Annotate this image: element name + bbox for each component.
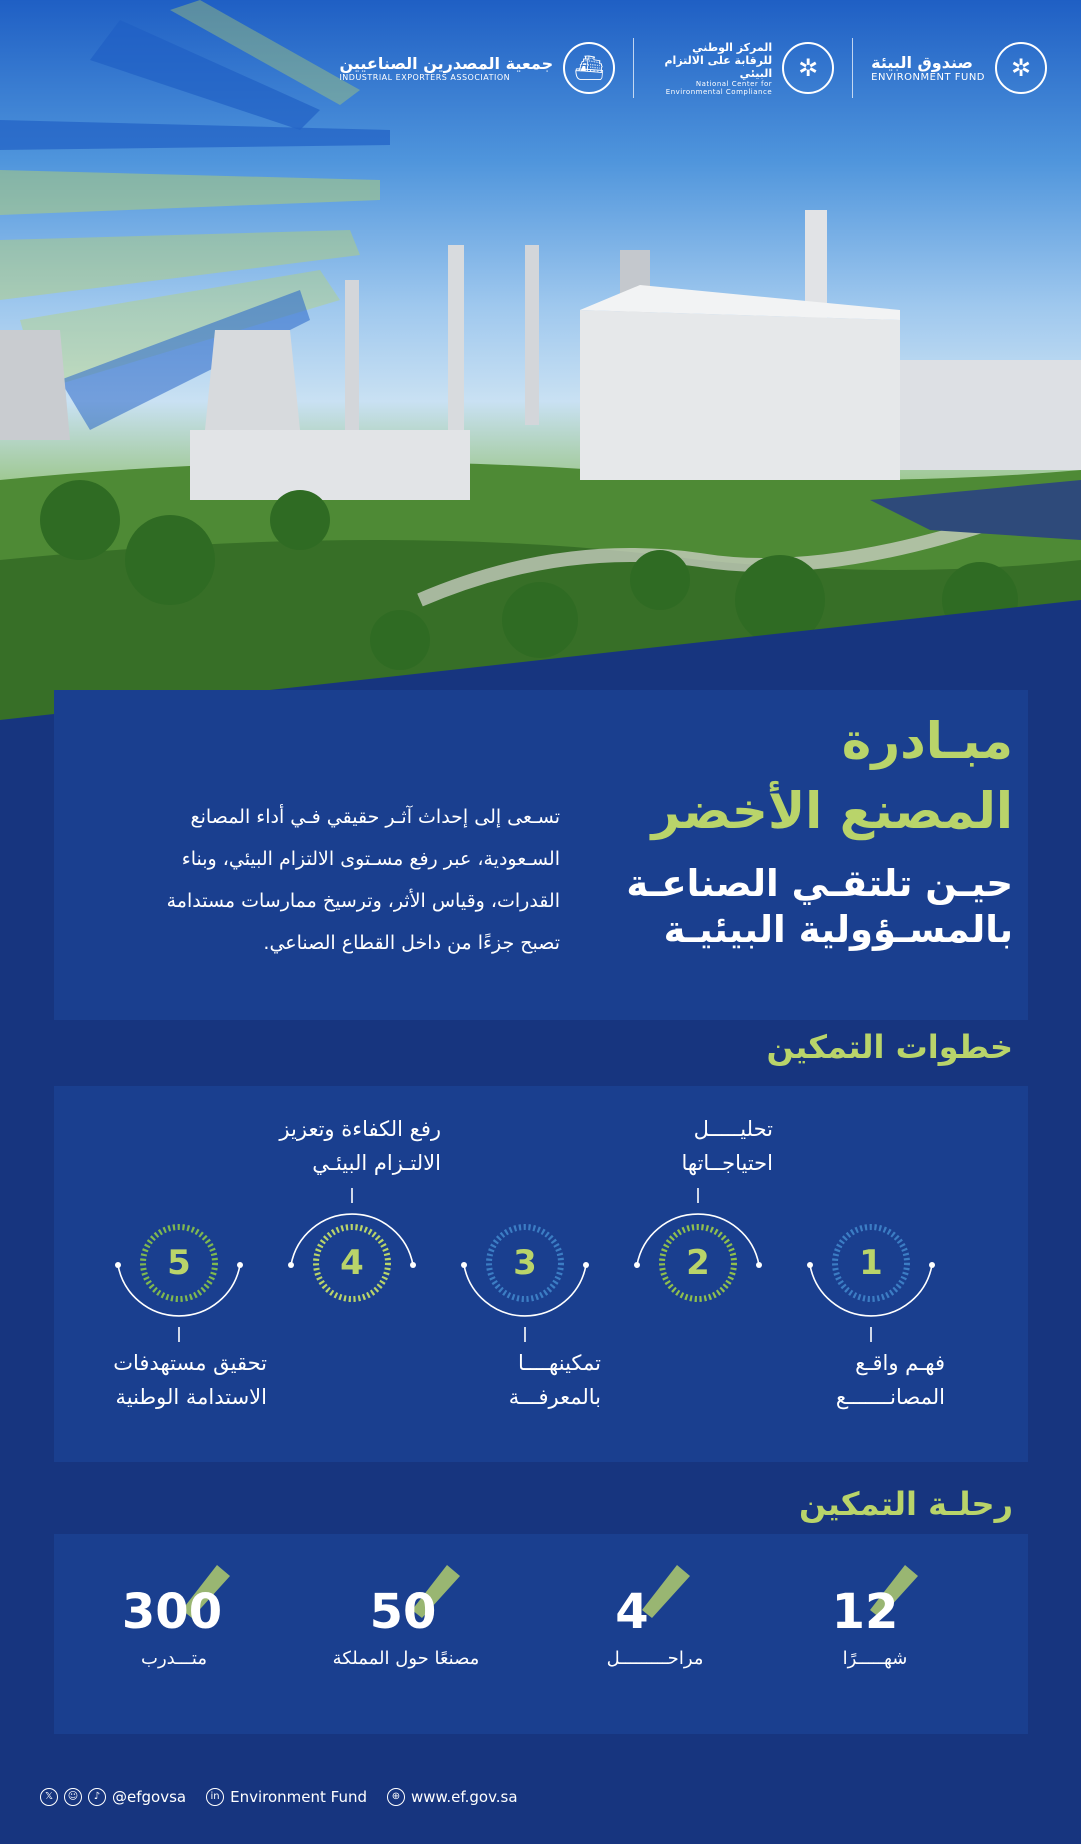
step-label-line: تمكينهــــا [518,1351,601,1375]
intro-line: القدرات، وقياس الأثر، وترسيخ ممارسات مستدامة [166,890,560,912]
step-1-label [836,1346,945,1414]
stat-stages-value: 4 [615,1584,649,1640]
step-label-line: الالتـزام البيئـي [312,1151,441,1175]
step-5-label [113,1346,267,1414]
intro-line: تسـعى إلى إحداث آثـر حقيقي فـي أداء المصانع [190,806,560,828]
factory-illustration [0,0,1081,730]
linkedin-icon: in [206,1788,224,1806]
logo-divider [633,38,634,98]
logo-divider [852,38,853,98]
compliance-center-logo [652,41,834,96]
x-icon[interactable]: 𝕏 [40,1788,58,1806]
logo-arabic-name: المركز الوطني للرقابة على الالتزام البيئي [664,40,773,80]
step-1-number: 1 [859,1243,883,1283]
logo-english-name: INDUSTRIAL EXPORTERS ASSOCIATION [339,73,511,82]
step-2-label [682,1112,774,1180]
title-line-1: مبـادرة [841,712,1013,770]
step-4-label [279,1112,441,1180]
steps-heading: خطوات التمكين [766,1028,1013,1066]
step-label-line: المصانـــــــع [835,1385,945,1409]
stat-months-label: شهـــــرًا [842,1648,908,1669]
subtitle-line-1: حيـن تلتقـي الصناعـة [626,862,1013,905]
intro-paragraph [90,796,560,964]
step-4-number: 4 [340,1243,364,1283]
logo-arabic-name: جمعية المصدرين الصناعيين [339,54,554,73]
stat-factories-value: 50 [369,1584,437,1640]
step-3-number: 3 [513,1243,537,1283]
journey-heading: رحلـة التمكين [799,1485,1013,1523]
intro-line: السـعودية، عبر رفع مسـتوى الالتزام البيئي، وبناء [181,848,560,870]
step-label-line: تحليـــــل [693,1117,773,1141]
tiktok-icon[interactable]: ♪ [88,1788,106,1806]
industrial-exporters-logo [339,42,615,94]
step-label-line: الاستدامة الوطنية [115,1385,267,1409]
logo-english-name: National Center for Environmental Compliance [665,79,773,96]
stat-trainees-value: 300 [121,1584,223,1640]
stat-stages-label: مراحـــــــــل [606,1648,704,1669]
palm-sword-emblem-icon: ✲ [782,42,834,94]
title-line-2: المصنع الأخضر [651,782,1013,840]
stat-trainees-label: متـــدرب [141,1648,207,1669]
globe-icon: ⊕ [387,1788,405,1806]
stat-factories-label: مصنعًا حول المملكة [332,1648,480,1669]
step-label-line: بالمعرفـــة [508,1385,601,1409]
linkedin-label: Environment Fund [230,1788,367,1806]
logo-arabic-name: صندوق البيئة [871,53,973,72]
step-label-line: احتياجــاتها [681,1151,773,1175]
ship-globe-icon: ⛴ [563,42,615,94]
step-label-line: رفع الكفاءة وتعزيز [279,1117,441,1141]
linkedin-link[interactable] [206,1788,367,1806]
step-5-number: 5 [167,1243,191,1283]
step-3-label [509,1346,601,1414]
intro-line: تصبح جزءًا من داخل القطاع الصناعي. [263,932,560,954]
footer [40,1784,518,1810]
website-url: www.ef.gov.sa [410,1788,518,1806]
hero-image [0,0,1081,730]
website-link[interactable] [387,1788,518,1806]
step-label-line: فهـم واقـع [855,1351,945,1375]
social-links [40,1788,186,1806]
palm-sword-emblem-icon: ✲ [995,42,1047,94]
step-2-number: 2 [686,1243,710,1283]
social-handle[interactable]: @efgovsa [112,1788,187,1806]
partner-logos [339,36,1047,100]
logo-english-name: ENVIRONMENT FUND [871,72,985,83]
stat-months-value: 12 [831,1584,899,1640]
step-label-line: تحقيق مستهدفات [113,1351,267,1375]
snapchat-icon[interactable]: ☺ [64,1788,82,1806]
environment-fund-logo [871,42,1047,94]
subtitle-line-2: بالمسـؤولية البيئيـة [663,908,1013,951]
